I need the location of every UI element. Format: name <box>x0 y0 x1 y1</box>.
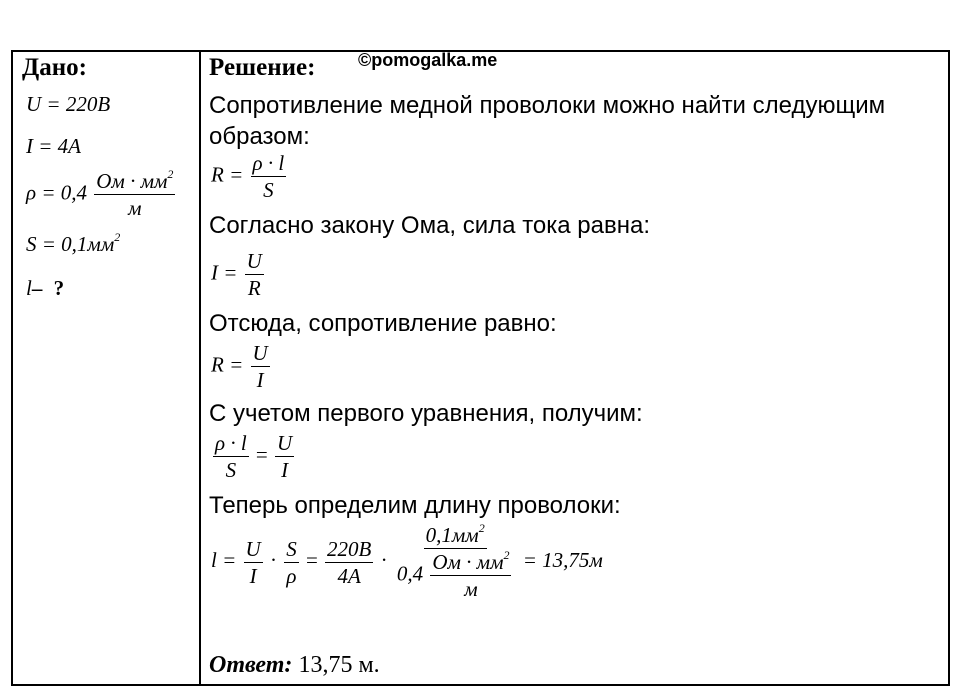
formula-ohm-law: I = $\frac{U}{R}$ <box>211 249 262 301</box>
formula-resistance: R = $\frac{\rho \cdot l}{S}$ <box>211 151 285 203</box>
formula-length: l = $\frac{U}{I}$ · $\frac{S}{\rho}$ = $\frac{220B}{4A}$ · $0,1мм^2$ 0,4 $\frac{Ом \cdot мм^2}{м}$ = 13,75м <box>211 521 603 602</box>
answer <box>209 652 380 679</box>
solution-text-5: Теперь определим длину проволоки: <box>209 492 621 519</box>
formula-resistance-ohm: R = $\frac{U}{I}$ <box>211 341 268 393</box>
solution-text-2: Согласно закону Ома, сила тока равна: <box>209 212 651 239</box>
solution-table <box>11 50 950 686</box>
solution-text-4: С учетом первого уравнения, получим: <box>209 400 643 427</box>
watermark: ©pomogalka.me <box>358 50 498 70</box>
given-resistivity <box>26 167 177 221</box>
formula-equation: $\frac{\rho \cdot l}{S}$ = $\frac{U}{I}$ <box>215 431 293 483</box>
answer-value: 13,75 м. <box>298 652 380 678</box>
solution-heading: Решение: <box>209 54 316 81</box>
answer-label: Ответ: <box>209 652 293 678</box>
given-resistivity-unit-num: Ом · $мм^2$ <box>94 170 175 195</box>
given-unknown: l– ? <box>26 276 65 300</box>
given-resistivity-unit-den: м <box>128 196 142 221</box>
solution-text-1b: образом: <box>209 123 310 150</box>
given-current: I = 4A <box>26 134 81 158</box>
given-heading: Дано: <box>22 54 87 81</box>
column-divider <box>199 52 201 684</box>
solution-text-3: Отсюда, сопротивление равно: <box>209 310 557 337</box>
solution-text-1: Сопротивление медной проволоки можно найти следующим <box>209 92 886 119</box>
given-resistivity-prefix: ρ = 0,4 <box>26 180 88 205</box>
given-resistivity-fraction <box>94 167 175 221</box>
given-area: $S = 0,1мм^2$ <box>26 230 121 256</box>
given-voltage: U = 220B <box>26 92 111 116</box>
